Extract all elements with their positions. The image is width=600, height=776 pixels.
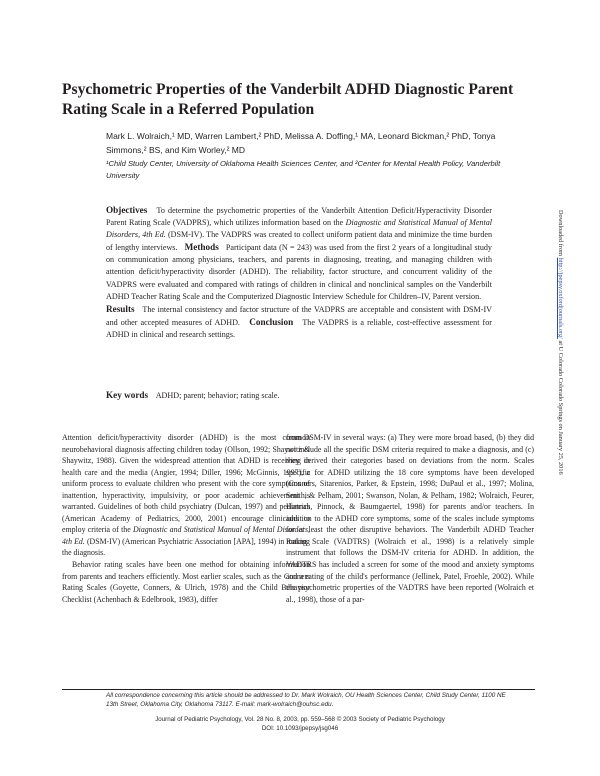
download-prefix: Downloaded from <box>557 210 564 258</box>
doi: DOI: 10.1093/jpepsy/jsg046 <box>261 725 339 732</box>
keywords-heading: Key words <box>106 390 149 400</box>
conclusion-text: The VADPRS is a reliable, cost-effective assessment for ADHD in clinical and research settings. <box>106 317 492 339</box>
article-title: Psychometric Properties of the Vanderbilt ADHD Diagnostic Parent Rating Scale in a Referred Population <box>62 81 514 118</box>
correspondence-footnote: All correspondence concerning this article should be addressed to Dr. Mark Wolraich, OU Health Sciences Center, Child Study Center, 1100 NE 13th Street, Oklahoma City, Oklahoma 73117. E-mail: mark-wolraich@ouhsc.edu. <box>106 692 506 708</box>
download-suffix: at U Colorado Colorado Springs on January 25, 2016 <box>557 338 564 475</box>
keywords <box>106 389 492 402</box>
methods-text: Participant data (N = 243) was used from the first 2 years of a longitudinal study on communication among physicians, teachers, and parents in diagnosing, treating, and managing children with attention deficit/hyperactivity disorder (ADHD). The reliability, factor structure, and concurrent validity of the VADPRS were evaluated and compared with ratings of children in clinical and nonclinical samples on the Vanderbilt ADHD Teacher Rating Scale and the Computerized Diagnostic Interview Schedule for Children–IV, Parent version. <box>106 243 492 301</box>
results-heading: Results <box>106 303 135 314</box>
body-paragraph <box>62 432 310 559</box>
objectives-heading: Objectives <box>106 205 148 215</box>
author-list: Mark L. Wolraich,¹ MD, Warren Lambert,² PhD, Melissa A. Doffing,¹ MA, Leonard Bickman,² PhD, Tonya Simmons,² BS, and Kim Worley,² MD <box>106 131 496 155</box>
keywords-text: ADHD; parent; behavior; rating scale. <box>155 391 280 400</box>
conclusion-heading: Conclusion <box>249 316 294 327</box>
journal-link[interactable]: http://jpepsy.oxfordjournals.org/ <box>557 257 564 339</box>
paragraph-text: Attention deficit/hyperactivity disorder (ADHD) is the most common neurobehavioral diagnosis affecting children today (Ollson, 1992; Shaywitz & Shaywitz, 1988). Given the widespread attention that ADHD is receiving in health care and the media (Angier, 1994; Diller, 1996; McGinnis, 1997), a uniform process to evaluate children who present with the core symptoms of inattention, hyperactivity, impulsivity, or poor academic achievement is warranted. Guidelines of both child psychiatry (Dulcan, 1997) and pediatrics (American Academy of Pediatrics, 2000, 2001) encourage clinicians to employ criteria of the <box>62 433 310 535</box>
results-text: The internal consistency and factor structure of the VADPRS are acceptable and consistent with DSM-IV and other accepted measures of ADHD. <box>106 304 492 327</box>
journal-citation: Journal of Pediatric Psychology, Vol. 28 No. 8, 2003, pp. 559–568 © 2003 Society of Pediatric Psychology <box>155 716 445 723</box>
dsm-title-italic: Diagnostic and Statistical Manual of Mental Disorders, 4th Ed. <box>62 525 310 546</box>
affiliations: ¹Child Study Center, University of Oklahoma Health Sciences Center, and ²Center for Mental Health Policy, Vanderbilt University <box>106 159 501 180</box>
body-paragraph: Behavior rating scales have been one method for obtaining information from parents and teachers efficiently. Most earlier scales, such as the Conners Rating Scales (Goyette, Conners, & Ulrich, 1978) and the Child Behavior Checklist (Achenbach & Edelbrook, 1983), differ <box>62 560 310 604</box>
body-column-right <box>286 432 534 605</box>
objectives-text: To determine the psychometric properties of the Vanderbilt Attention Deficit/Hyperactivity Disorder Parent Rating Scale (VADPRS), which utilizes information based on the <box>106 206 492 228</box>
objectives-text-2: (DSM-IV). The VADPRS was created to collect uniform patient data and minimize the time burden of lengthy interviews. <box>106 230 493 253</box>
abstract <box>106 204 492 341</box>
download-watermark <box>556 210 566 730</box>
methods-heading: Methods <box>184 242 219 253</box>
body-paragraph: from DSM-IV in several ways: (a) They were more broad based, (b) they did not include all the specific DSM criteria required to make a diagnosis, and (c) they derived their categories based on deviations from the norm. Scales specific for ADHD utilizing the 18 core symptoms have been developed (Conners, Sitarenios, Parker, & Epstein, 1998; DuPaul et al., 1997; Molina, Smith, & Pelham, 2001; Swanson, Nolan, & Pelham, 1982; Wolraich, Feurer, Hannah, Pinnock, & Baumgaertel, 1998) for parents and/or teachers. In addition to the ADHD core symptoms, some of the scales include symptoms for at least the other disruptive behaviors. The Vanderbilt ADHD Teacher Rating Scale (VADTRS) (Wolraich et al., 1998) is a relatively simple instrument that follows the DSM-IV criteria for ADHD. In addition, the VADTRS has included a screen for some of the mood and anxiety symptoms and a rating of the child's performance (Jellinek, Patel, Froehle, 2002). While the psychometric properties of the VADTRS have been reported (Wolraich et al., 1998), those of a par- <box>286 433 534 604</box>
paragraph-text: (DSM-IV) (American Psychiatric Association [APA], 1994) in making the diagnosis. <box>62 536 310 558</box>
journal-footer <box>150 715 450 733</box>
dsm-title-italic: Diagnostic and Statistical Manual of Mental Disorders, 4th Ed. <box>106 218 493 240</box>
footnote-divider <box>62 689 535 690</box>
download-notice <box>556 210 564 475</box>
body-column-left <box>62 432 310 605</box>
